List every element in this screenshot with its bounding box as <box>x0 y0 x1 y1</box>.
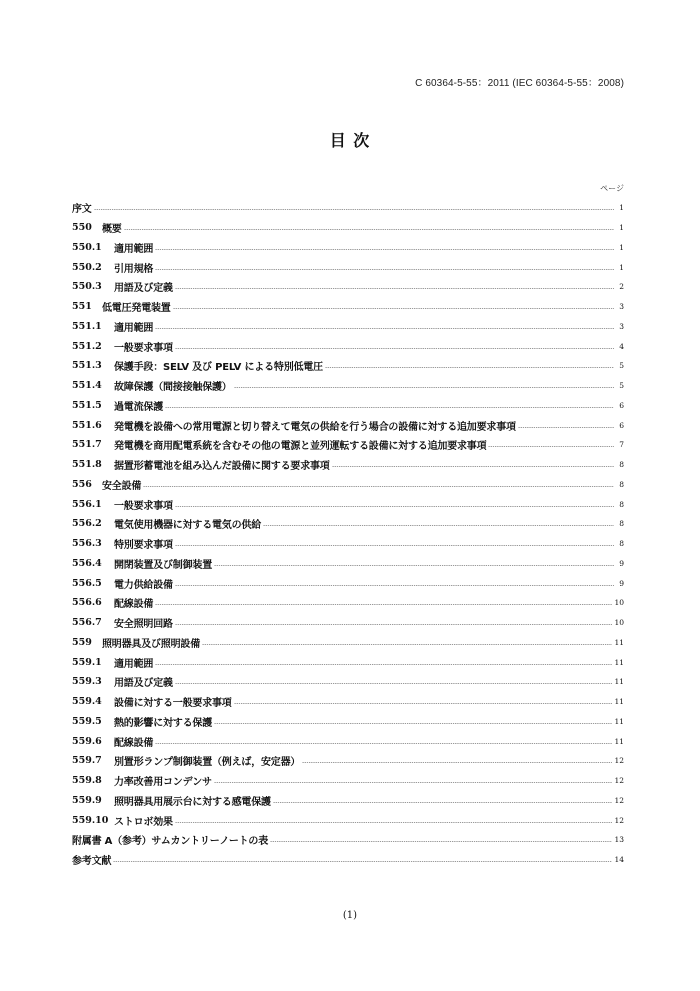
toc-entry-title: 電力供給設備 <box>114 579 173 591</box>
toc-entry-page: 11 <box>614 677 624 687</box>
toc-entry[interactable] <box>72 692 624 712</box>
dot-leader <box>175 624 613 625</box>
dot-leader <box>332 466 614 467</box>
toc-entry-page: 3 <box>619 321 624 331</box>
toc-entry-page: 12 <box>614 776 624 786</box>
toc-entry-title: 引用規格 <box>114 263 154 275</box>
dot-leader <box>270 841 612 842</box>
dot-leader <box>518 427 614 428</box>
dot-leader <box>113 861 612 862</box>
toc-entry-page: 9 <box>619 558 624 568</box>
toc-entry-number: 559.4 <box>72 696 102 708</box>
toc-entry[interactable] <box>72 573 624 593</box>
page-number: (1) <box>342 910 358 921</box>
dot-leader <box>273 802 613 803</box>
dot-leader <box>94 209 614 210</box>
toc-entry[interactable] <box>72 791 624 811</box>
toc-entry[interactable] <box>72 336 624 356</box>
toc-entry[interactable] <box>72 850 624 870</box>
table-of-contents <box>72 198 624 870</box>
toc-entry-number: 551.6 <box>72 419 102 431</box>
toc-entry-page: 8 <box>619 479 624 489</box>
dot-leader <box>175 683 613 684</box>
toc-entry-number: 556.6 <box>72 597 102 609</box>
page-column-label: ページ <box>600 184 624 193</box>
toc-entry-number: 556 <box>72 478 92 490</box>
toc-entry[interactable] <box>72 514 624 534</box>
toc-entry-page: 8 <box>619 499 624 509</box>
toc-entry-number: 556.4 <box>72 557 102 569</box>
toc-entry-number: 551.2 <box>72 340 102 352</box>
toc-entry-page: 1 <box>619 203 624 213</box>
toc-entry-page: 12 <box>614 815 624 825</box>
toc-entry-page: 10 <box>614 598 624 608</box>
toc-entry-page: 8 <box>619 519 624 529</box>
toc-entry-title: 熱的影響に対する保護 <box>114 717 212 729</box>
dot-leader <box>214 723 612 724</box>
dot-leader <box>263 525 614 526</box>
dot-leader <box>143 486 614 487</box>
toc-entry-page: 14 <box>614 855 624 865</box>
toc-entry-number: 556.3 <box>72 538 102 550</box>
toc-entry[interactable] <box>72 376 624 396</box>
toc-entry[interactable] <box>72 494 624 514</box>
toc-entry-number: 559 <box>72 636 92 648</box>
toc-entry-title: 用語及び定義 <box>114 283 173 295</box>
toc-entry-title: 安全設備 <box>102 480 142 492</box>
toc-entry-number: 556.2 <box>72 518 102 530</box>
dot-leader <box>175 822 613 823</box>
dot-leader <box>155 249 614 250</box>
dot-leader <box>214 565 614 566</box>
toc-entry-title: 参考文献 <box>72 856 112 868</box>
dot-leader <box>202 644 612 645</box>
dot-leader <box>234 387 614 388</box>
toc-entry-page: 6 <box>619 420 624 430</box>
toc-entry-number: 551.3 <box>72 360 102 372</box>
toc-entry[interactable] <box>72 257 624 277</box>
toc-entry-page: 1 <box>619 242 624 252</box>
toc-entry-page: 11 <box>614 697 624 707</box>
dot-leader <box>175 288 614 289</box>
page-title: 目 次 <box>329 131 371 150</box>
dot-leader <box>325 367 614 368</box>
toc-entry[interactable] <box>72 771 624 791</box>
toc-entry[interactable] <box>72 613 624 633</box>
toc-entry-title: 一般要求事項 <box>114 500 173 512</box>
toc-entry-number: 556.5 <box>72 577 102 589</box>
toc-entry-title: 特別要求事項 <box>114 540 173 552</box>
toc-entry-page: 6 <box>619 400 624 410</box>
dot-leader <box>155 604 612 605</box>
toc-entry-title: 故障保護（間接接触保護） <box>114 382 232 394</box>
toc-entry[interactable] <box>72 198 624 218</box>
toc-entry-title: 保護手段：SELV 及び PELV による特別低電圧 <box>114 362 323 374</box>
toc-entry-page: 2 <box>619 282 624 292</box>
toc-entry[interactable] <box>72 277 624 297</box>
toc-entry-number: 559.8 <box>72 775 102 787</box>
toc-entry-page: 11 <box>614 657 624 667</box>
toc-entry-number: 551.5 <box>72 399 102 411</box>
toc-entry-title: 概要 <box>102 224 122 236</box>
toc-entry-title: 別置形ランプ制御装置（例えば，安定器） <box>114 757 301 769</box>
toc-entry-title: 適用範囲 <box>114 658 154 670</box>
toc-entry-page: 1 <box>619 262 624 272</box>
toc-entry-title: 照明器具用展示台に対する感電保護 <box>114 796 271 808</box>
dot-leader <box>173 308 614 309</box>
toc-entry[interactable] <box>72 475 624 495</box>
toc-entry[interactable] <box>72 455 624 475</box>
toc-entry[interactable] <box>72 593 624 613</box>
dot-leader <box>214 782 613 783</box>
toc-entry-page: 1 <box>619 223 624 233</box>
toc-entry-title: 設備に対する一般要求事項 <box>114 698 232 710</box>
toc-entry[interactable] <box>72 830 624 850</box>
toc-entry-page: 11 <box>614 736 624 746</box>
dot-leader <box>124 229 614 230</box>
toc-entry[interactable] <box>72 810 624 830</box>
toc-entry[interactable] <box>72 672 624 692</box>
toc-entry-number: 559.6 <box>72 735 102 747</box>
toc-entry-title: 発電機を設備への常用電源と切り替えて電気の供給を行う場合の設備に対する追加要求事項 <box>114 421 516 433</box>
toc-entry-title: 附属書 A（参考）サムカントリーノートの表 <box>72 836 269 848</box>
toc-entry-page: 3 <box>619 302 624 312</box>
toc-entry-title: 発電機を商用配電系統を含むその他の電源と並列運転する設備に対する追加要求事項 <box>114 441 487 453</box>
toc-entry-number: 559.10 <box>72 814 109 826</box>
toc-entry-title: 低電圧発電装置 <box>102 303 171 315</box>
toc-entry-number: 551.8 <box>72 459 102 471</box>
toc-entry-title: 据置形蓄電池を組み込んだ設備に関する要求事項 <box>114 461 330 473</box>
toc-entry[interactable] <box>72 356 624 376</box>
toc-entry[interactable] <box>72 396 624 416</box>
toc-entry-title: 力率改善用コンデンサ <box>114 777 212 789</box>
toc-entry[interactable] <box>72 554 624 574</box>
toc-entry[interactable] <box>72 317 624 337</box>
toc-entry-page: 11 <box>614 637 624 647</box>
toc-entry[interactable] <box>72 751 624 771</box>
toc-entry-title: 電気使用機器に対する電気の供給 <box>114 520 261 532</box>
dot-leader <box>165 407 614 408</box>
toc-entry[interactable] <box>72 731 624 751</box>
toc-entry-page: 12 <box>614 795 624 805</box>
toc-entry-number: 559.5 <box>72 715 102 727</box>
toc-entry-number: 551.4 <box>72 380 102 392</box>
toc-entry-title: 適用範囲 <box>114 322 154 334</box>
toc-entry-number: 556.7 <box>72 617 102 629</box>
toc-entry-number: 550.3 <box>72 281 102 293</box>
toc-entry-page: 12 <box>614 756 624 766</box>
toc-entry-number: 550.2 <box>72 261 102 273</box>
toc-entry-title: 一般要求事項 <box>114 342 173 354</box>
dot-leader <box>234 703 613 704</box>
toc-entry-title: 安全照明回路 <box>114 619 173 631</box>
toc-entry-number: 556.1 <box>72 498 102 510</box>
toc-entry-title: 配線設備 <box>114 737 154 749</box>
toc-entry-title: 過電流保護 <box>114 401 163 413</box>
dot-leader <box>155 743 612 744</box>
dot-leader <box>175 506 614 507</box>
dot-leader <box>155 328 614 329</box>
document-id: C 60364-5-55：2011 (IEC 60364-5-55：2008) <box>415 78 624 89</box>
dot-leader <box>155 664 612 665</box>
dot-leader <box>175 585 614 586</box>
toc-entry-title: 配線設備 <box>114 599 154 611</box>
toc-entry-page: 10 <box>614 618 624 628</box>
toc-entry-page: 5 <box>619 381 624 391</box>
toc-entry-title: 開閉装置及び制御装置 <box>114 559 212 571</box>
toc-entry-title: 序文 <box>72 204 92 216</box>
toc-entry[interactable] <box>72 712 624 732</box>
toc-entry-number: 559.7 <box>72 755 102 767</box>
toc-entry-page: 8 <box>619 460 624 470</box>
toc-entry[interactable] <box>72 297 624 317</box>
toc-entry-title: 照明器具及び照明設備 <box>102 638 200 650</box>
toc-entry-page: 5 <box>619 361 624 371</box>
toc-entry-number: 551.1 <box>72 320 102 332</box>
toc-entry[interactable] <box>72 633 624 653</box>
toc-entry[interactable] <box>72 415 624 435</box>
toc-entry-title: 適用範囲 <box>114 243 154 255</box>
dot-leader <box>175 348 614 349</box>
toc-entry-page: 9 <box>619 578 624 588</box>
toc-entry-number: 550.1 <box>72 241 102 253</box>
toc-entry[interactable] <box>72 534 624 554</box>
toc-entry[interactable] <box>72 652 624 672</box>
toc-entry-page: 11 <box>614 716 624 726</box>
toc-entry-page: 4 <box>619 341 624 351</box>
dot-leader <box>175 545 614 546</box>
toc-entry-page: 7 <box>619 440 624 450</box>
toc-entry-number: 550 <box>72 222 92 234</box>
toc-entry[interactable] <box>72 218 624 238</box>
toc-entry-title: 用語及び定義 <box>114 678 173 690</box>
dot-leader <box>302 762 612 763</box>
toc-entry-number: 559.9 <box>72 794 102 806</box>
dot-leader <box>155 269 614 270</box>
toc-entry-page: 13 <box>614 835 624 845</box>
toc-entry[interactable] <box>72 238 624 258</box>
toc-entry-number: 559.3 <box>72 676 102 688</box>
toc-entry-number: 551 <box>72 301 92 313</box>
toc-entry-number: 559.1 <box>72 656 102 668</box>
toc-entry-title: ストロボ効果 <box>114 816 173 828</box>
toc-entry-number: 551.7 <box>72 439 102 451</box>
toc-entry-page: 8 <box>619 539 624 549</box>
toc-entry[interactable] <box>72 435 624 455</box>
dot-leader <box>488 446 614 447</box>
